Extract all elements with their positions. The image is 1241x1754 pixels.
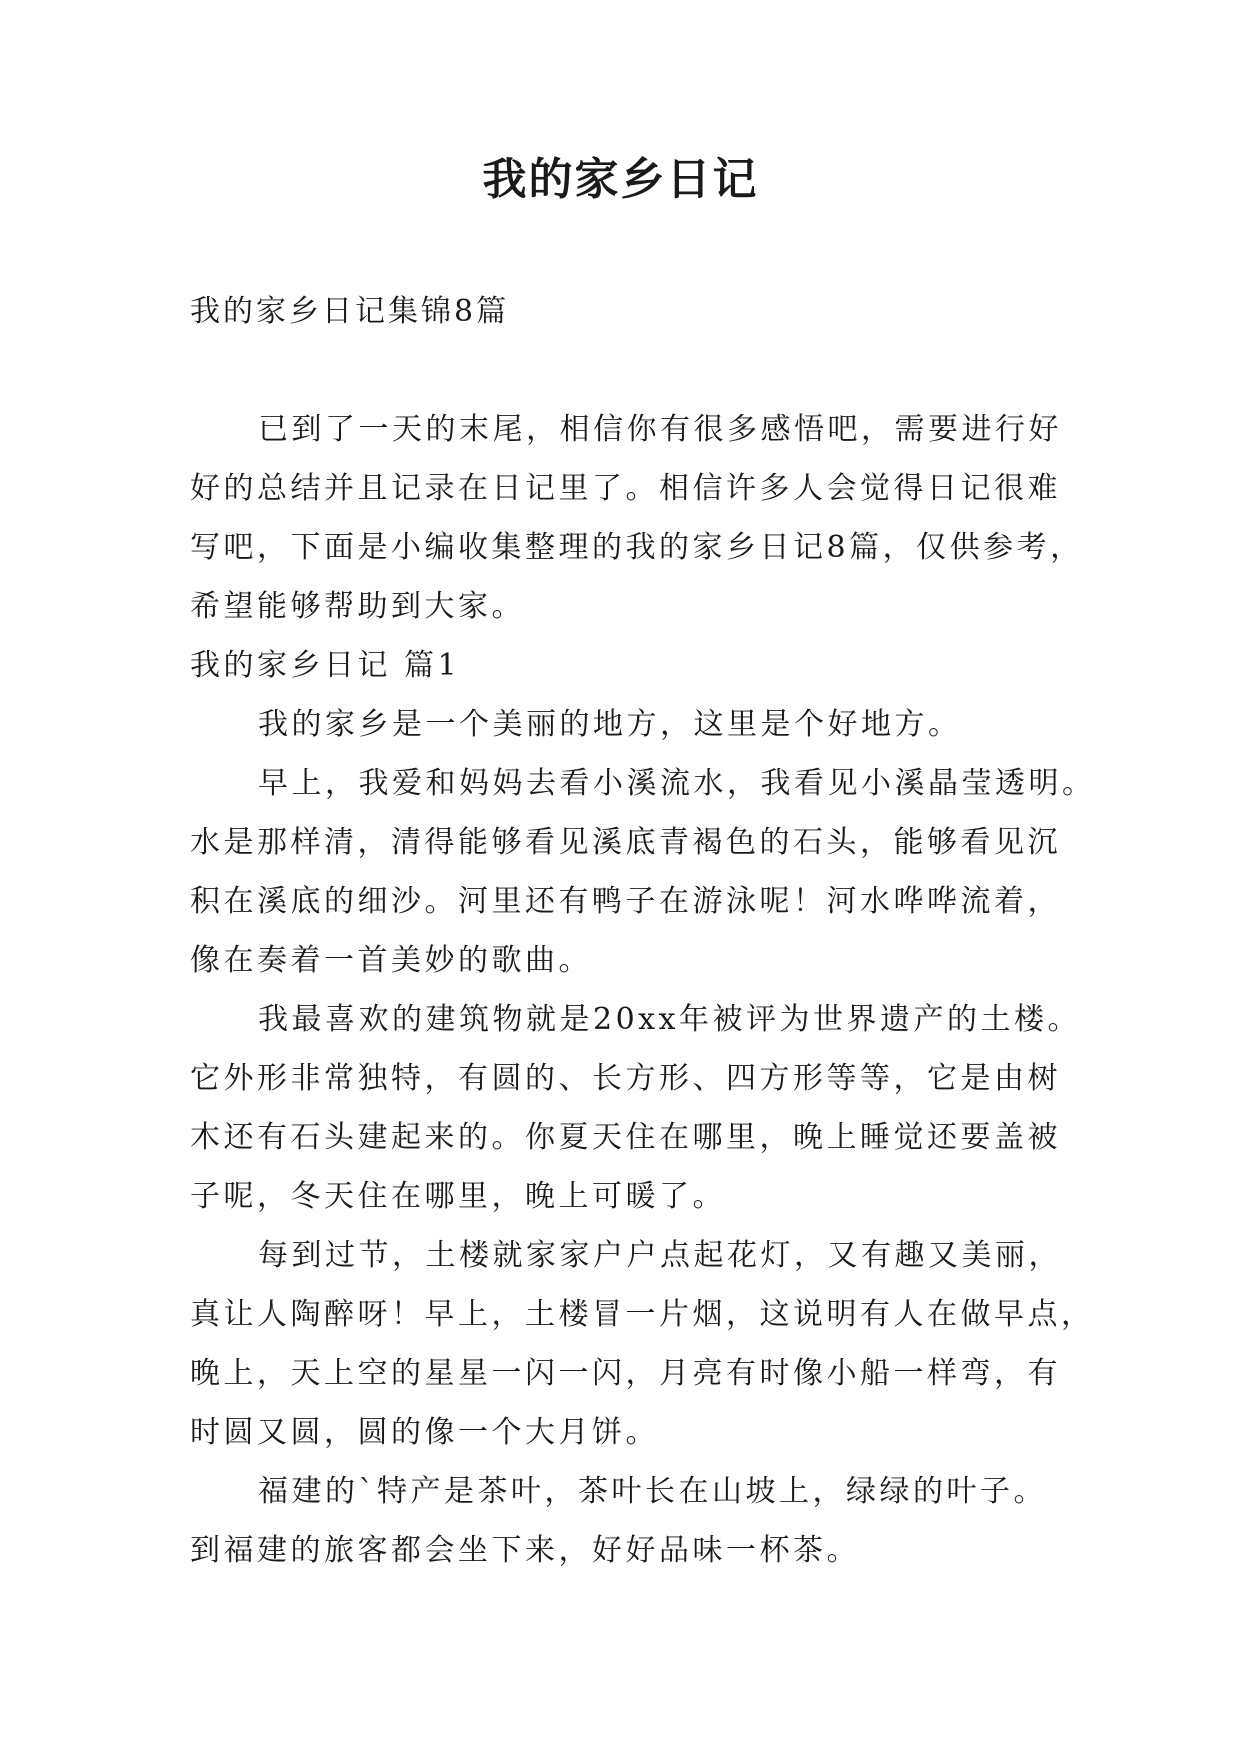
body-line: 每到过节，土楼就家家户户点起花灯，又有趣又美丽， xyxy=(258,1238,1062,1273)
document-subtitle: 我的家乡日记集锦8篇 xyxy=(190,294,510,329)
body-line: 木还有石头建起来的。你夏天住在哪里，晚上睡觉还要盖被 xyxy=(190,1120,1061,1155)
intro-line: 希望能够帮助到大家。 xyxy=(190,589,525,624)
intro-line: 已到了一天的末尾，相信你有很多感悟吧，需要进行好 xyxy=(258,412,1062,447)
body-line: 它外形非常独特，有圆的、长方形、四方形等等，它是由树 xyxy=(190,1061,1061,1096)
body-line: 我的家乡是一个美丽的地方，这里是个好地方。 xyxy=(258,707,962,742)
body-line: 福建的`特产是茶叶，茶叶长在山坡上，绿绿的叶子。 xyxy=(258,1474,1047,1509)
body-line: 像在奏着一首美妙的歌曲。 xyxy=(190,943,592,978)
body-line: 水是那样清，清得能够看见溪底青褐色的石头，能够看见沉 xyxy=(190,825,1061,860)
intro-line: 好的总结并且记录在日记里了。相信许多人会觉得日记很难 xyxy=(190,471,1061,506)
section-heading: 我的家乡日记 篇1 xyxy=(190,648,461,683)
body-line: 晚上，天上空的星星一闪一闪，月亮有时像小船一样弯，有 xyxy=(190,1356,1061,1391)
body-line: 子呢，冬天住在哪里，晚上可暖了。 xyxy=(190,1179,726,1214)
body-line: 积在溪底的细沙。河里还有鸭子在游泳呢！河水哗哗流着， xyxy=(190,884,1061,919)
body-line: 到福建的旅客都会坐下来，好好品味一杯茶。 xyxy=(190,1533,860,1568)
intro-line: 写吧，下面是小编收集整理的我的家乡日记8篇，仅供参考， xyxy=(190,530,1084,565)
body-line: 时圆又圆，圆的像一个大月饼。 xyxy=(190,1415,659,1450)
body-line: 我最喜欢的建筑物就是20xx年被评为世界遗产的土楼。 xyxy=(258,1002,1082,1037)
body-line: 早上，我爱和妈妈去看小溪流水，我看见小溪晶莹透明。 xyxy=(258,766,1096,801)
body-line: 真让人陶醉呀！早上，土楼冒一片烟，这说明有人在做早点， xyxy=(190,1297,1095,1332)
document-title: 我的家乡日记 xyxy=(482,154,759,205)
